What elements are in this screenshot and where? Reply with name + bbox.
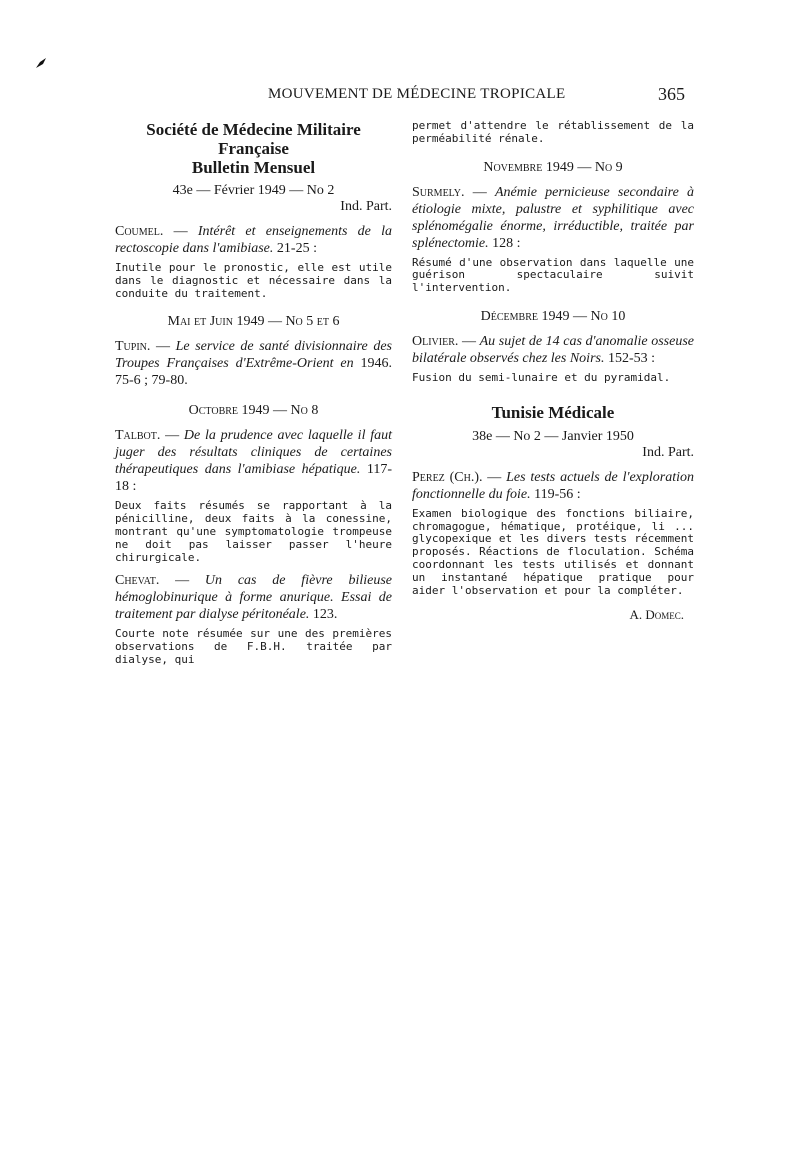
article-summary: Examen biologique des fonctions biliaire, chromagogue, hématique, protéique, li ... glycopexique et les divers tests récemment proposés. Réactions de floculation. Schéma coordonnant les tests utilisés et donnant un instantané hépatique pratique pour aider l'observation et pour la compléter. — [412, 506, 694, 597]
article-title: Un cas de fièvre bilieuse hémoglobinurique à forme anurique. Essai de traitement par dialyse péritonéale. — [115, 573, 392, 623]
signature: A. Domec. — [629, 607, 684, 623]
article-summary: Résumé d'une observation dans laquelle une guérison spectaculaire suivit l'intervention. — [412, 255, 694, 295]
article-entry: Olivier. — Au sujet de 14 cas d'anomalie osseuse bilatérale observés chez les Noirs. 152-53 : — [412, 333, 694, 366]
article-title: Le service de santé divisionnaire des Troupes Françaises d'Extrême-Orient en — [115, 339, 393, 372]
article-entry: Coumel. — Intérêt et enseignements de la rectoscopie dans l'amibiase. 21-25 : — [115, 224, 392, 256]
issue-line: 38e — No 2 — Janvier 1950 — [472, 428, 634, 444]
journal-title: Tunisie Médicale — [491, 402, 615, 422]
article-pages: 152-53 : — [607, 350, 656, 366]
issue-heading: Décembre 1949 — No 10 — [480, 308, 626, 324]
article-summary: Deux faits résumés se rapportant à la pénicilline, deux faits à la conessine, montrant qu'une symptomatologie trompeuse ne doit pas laisser passer l'heure chirurgicale. — [115, 499, 392, 564]
article-summary: Fusion du semi-lunaire et du pyramidal. — [412, 370, 671, 384]
article-author: Coumel. — [115, 224, 164, 239]
journal-title — [115, 120, 392, 177]
article-pages: 1946. 75-6 ; 79-80. — [115, 356, 392, 389]
article-summary: Inutile pour le pronostic, elle est utile dans le diagnostic et nécessaire dans la conduite du traitement. — [115, 261, 392, 300]
running-title: MOUVEMENT DE MÉDECINE TROPICALE — [268, 86, 566, 102]
article-title: De la prudence avec laquelle il faut juger des résultats cliniques de certaines thérapeutiques dans l'amibiase hépatique. — [115, 428, 392, 478]
issue-line: 43e — Février 1949 — No 2 — [172, 183, 335, 198]
pen-mark-icon — [34, 56, 48, 70]
issue-heading: Mai et Juin 1949 — No 5 et 6 — [167, 314, 340, 330]
article-pages: 128 : — [492, 235, 521, 251]
article-pages: 119-56 : — [534, 486, 581, 502]
article-author: Talbot. — [115, 428, 161, 444]
article-entry: Surmely. — Anémie pernicieuse secondaire à étiologie mixte, palustre et syphilitique avec splénomégalie énorme, irréductible, traitée par splénectomie. 128 : — [412, 184, 695, 251]
issue-heading: Novembre 1949 — No 9 — [483, 159, 623, 175]
article-author: Olivier. — [412, 333, 459, 349]
ind-part: Ind. Part. — [340, 199, 392, 214]
article-title: Anémie pernicieuse secondaire à étiologie mixte, palustre et syphilitique avec splénomégalie énorme, irréductible, traitée par splénectomie. — [412, 184, 695, 251]
article-summary: Courte note résumée sur une des premières observations de F.B.H. traitée par dialyse, qui — [115, 627, 392, 666]
article-entry: Tupin. — Le service de santé divisionnaire des Troupes Françaises d'Extrême-Orient en 1946. 75-6 ; 79-80. — [115, 339, 393, 389]
left-column — [115, 120, 392, 667]
page-number: 365 — [658, 84, 685, 104]
journal-title-line-3: Bulletin Mensuel — [191, 158, 316, 177]
journal-title-line-2: Française — [218, 139, 289, 158]
issue-heading: Octobre 1949 — No 8 — [188, 403, 319, 419]
article-title: Intérêt et enseignements de la rectoscopie dans l'amibiase. — [115, 224, 392, 256]
article-pages: 123. — [312, 607, 338, 623]
right-column — [412, 120, 694, 623]
article-entry: Talbot. — De la prudence avec laquelle il faut juger des résultats cliniques de certaines thérapeutiques dans l'amibiase hépatique. 117-18 : — [115, 428, 392, 495]
journal-title-line-1: Société de Médecine Militaire — [146, 120, 361, 139]
article-entry: Chevat. — Un cas de fièvre bilieuse hémoglobinurique à forme anurique. Essai de traitement par dialyse péritonéale. 123. — [115, 573, 392, 623]
article-title: Au sujet de 14 cas d'anomalie osseuse bilatérale observés chez les Noirs. — [412, 333, 694, 366]
article-author: Perez (Ch.). — [412, 469, 483, 485]
article-entry: Perez (Ch.). — Les tests actuels de l'exploration fonctionnelle du foie. 119-56 : — [412, 469, 694, 502]
article-author: Chevat. — [115, 573, 160, 589]
article-pages: 21-25 : — [276, 241, 317, 256]
continued-summary: permet d'attendre le rétablissement de la perméabilité rénale. — [412, 119, 694, 145]
article-author: Tupin. — [115, 339, 151, 355]
article-title: Les tests actuels de l'exploration fonctionnelle du foie. — [412, 469, 694, 502]
ind-part: Ind. Part. — [642, 444, 694, 460]
article-pages: 117-18 : — [115, 462, 392, 495]
article-author: Surmely. — [412, 184, 465, 200]
